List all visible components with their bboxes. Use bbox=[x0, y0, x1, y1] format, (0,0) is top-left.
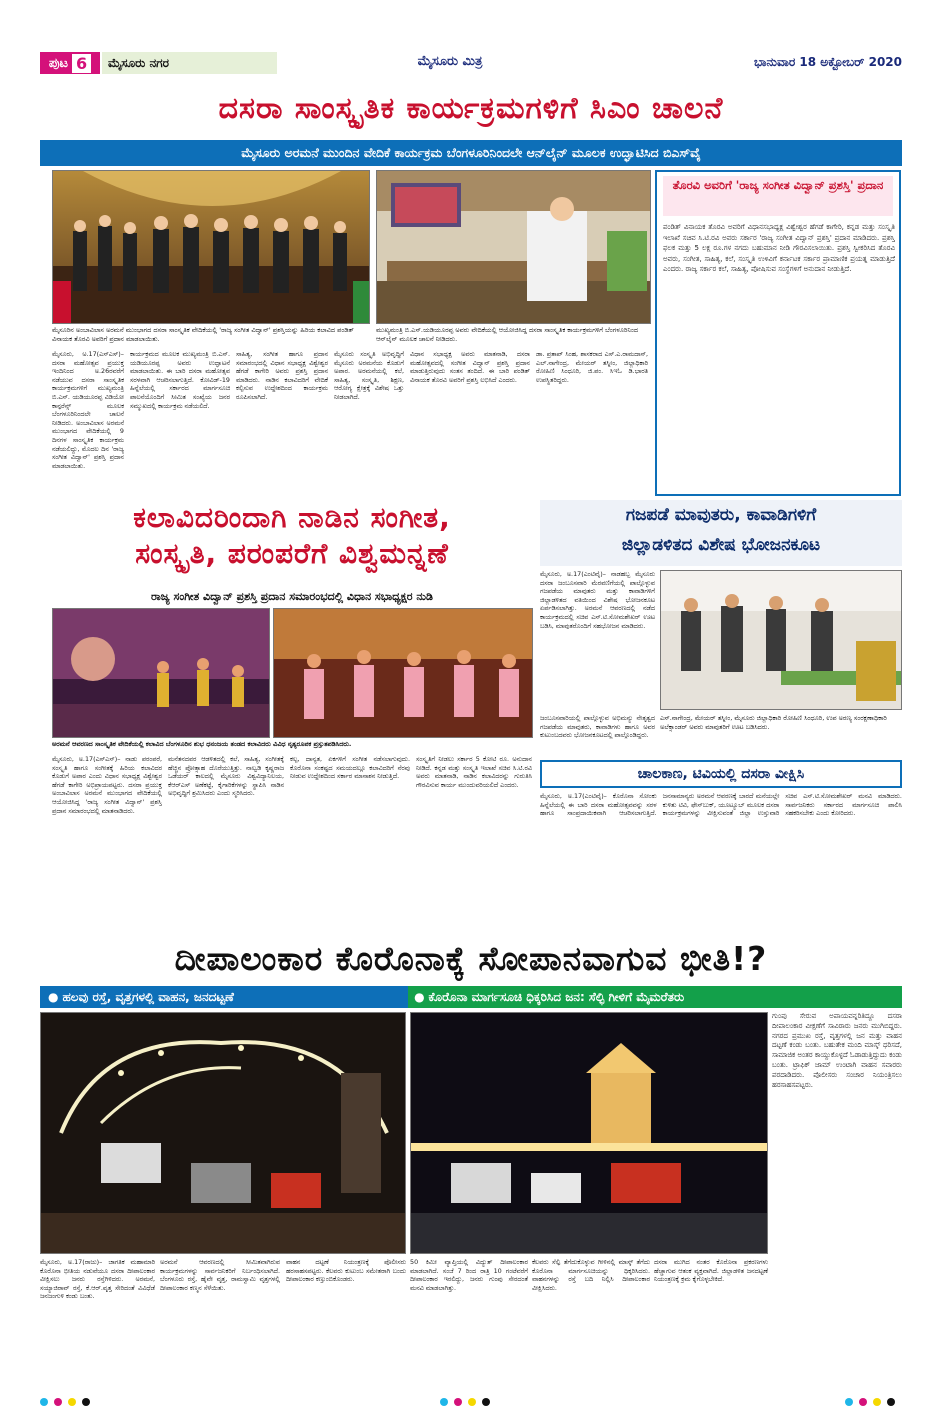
lights-side-text: ಗುಂಪು ಸೇರುವ ಅಪಾಯವನ್ನರಿತಿದ್ದೂ ದಸರಾ ದೀಪಾಲಂಕಾರ ವೀಕ್ಷಣೆಗೆ ಸಾವಿರಾರು ಜನರು ಮುಗಿಬಿದ್ದರು. ನಗರದ ಪ್ರಮುಖ ರಸ್ತೆ, ವೃತ್ತಗಳಲ್ಲಿ ಜನ ಮತ್ತು ವಾಹನ ದಟ್ಟಣೆ ಕಂಡು ಬಂತು. ಬಹುತೇಕ ಮಂದಿ ಮಾಸ್ಕ್ ಧರಿಸದೆ, ಸಾಮಾಜಿಕ ಅಂತರ ಕಾಯ್ದುಕೊಳ್ಳದೆ ಓಡಾಡುತ್ತಿದ್ದುದು ಕಂಡು ಬಂತು. ಟ್ರಾಫಿಕ್ ಜಾಮ್ ಉಂಟಾಗಿ ವಾಹನ ಸವಾರರು ಪರದಾಡಿದರು. ಪೊಲೀಸರು ಸಂಚಾರ ನಿಯಂತ್ರಿಸಲು ಹರಸಾಹಸಪಟ್ಟರು. bbox=[772, 1012, 902, 1089]
lights-col1: ಮೈಸೂರು, ಅ.17(ರಾಜು)– ಜಾಗತಿಕ ಮಹಾಮಾರಿ ಕೊರೊನಾ ಭೀತಿಯ ನಡುವೆಯೂ ದಸರಾ ದೀಪಾಲಂಕಾರ ವೀಕ್ಷಿಸಲು ಜನರು ರಸ್ತೆಗಿಳಿದರು. ಅರಮನೆ, ಸಯ್ಯಾಜಿರಾವ್ ರಸ್ತೆ, ಕೆ.ಆರ್.ವೃತ್ತ ಸೇರಿದಂತೆ ವಿವಿಧೆಡೆ ಜನಜಂಗುಳಿ ಕಂಡು ಬಂತು. bbox=[40, 1258, 155, 1301]
award-box-title: ತೊರವಿ ಅವರಿಗೆ 'ರಾಜ್ಯ ಸಂಗೀತ ವಿದ್ವಾನ್ ಪ್ರಶಸ್ತಿ' ಪ್ರದಾನ bbox=[663, 176, 893, 216]
magenta-dot-icon bbox=[454, 1398, 462, 1406]
feast-photo bbox=[660, 570, 902, 710]
story3-headline-line2: ಜಿಲ್ಲಾಡಳಿತದ ವಿಶೇಷ ಭೋಜನಕೂಟ bbox=[621, 535, 821, 555]
main-headline: ದಸರಾ ಸಾಂಸ್ಕೃತಿಕ ಕಾರ್ಯಕ್ರಮಗಳಿಗೆ ಸಿಎಂ ಚಾಲನೆ bbox=[218, 91, 724, 126]
section-name: ಮೈಸೂರು ನಗರ bbox=[102, 52, 277, 74]
lights-headline: ದೀಪಾಲಂಕಾರ ಕೊರೊನಾಕ್ಕೆ ಸೋಪಾನವಾಗುವ ಭೀತಿ!? bbox=[174, 939, 768, 978]
story1-col1: ಮೈಸೂರು, ಅ.17(ಎಸ್‌ಎಸ್)– ದಸರಾ ಮಹೋತ್ಸವ ಪ್ರಯುಕ್ತ ಇಂದಿನಿಂದ ಅ.26ರವರೆಗೆ ನಡೆಯುವ ದಸರಾ ಸಾಂಸ್ಕೃತಿಕ ಕಾರ್ಯಕ್ರಮಗಳಿಗೆ ಮುಖ್ಯಮಂತ್ರಿ ಬಿ.ಎಸ್. ಯಡಿಯೂರಪ್ಪ ವಿಡಿಯೋ ಕಾನ್ಫರೆನ್ಸ್ ಮೂಲಕ ಬೆಂಗಳೂರಿನಿಂದಲೇ ಚಾಲನೆ ನೀಡಿದರು. ಅಂಬಾವಿಲಾಸ ಅರಮನೆ ಮುಂಭಾಗದ ವೇದಿಕೆಯಲ್ಲಿ 9 ದಿನಗಳ ಸಾಂಸ್ಕೃತಿಕ ಕಾರ್ಯಕ್ರಮ ನಡೆಯಲಿದ್ದು, ಮೊದಲ ದಿನ 'ರಾಜ್ಯ ಸಂಗೀತ ವಿದ್ವಾನ್' ಪ್ರಶಸ್ತಿ ಪ್ರದಾನ ಮಾಡಲಾಯಿತು. bbox=[52, 350, 124, 470]
bullet-icon: ● bbox=[48, 990, 59, 1004]
story4-body: ಮೈಸೂರು, ಅ.17(ಎಂಟಿವೈ)– ಕೊರೊನಾ ಸೋಂಕು ಹಿನ್ನೆಲೆಯಲ್ಲಿ ಈ ಬಾರಿ ದಸರಾ ಮಹೋತ್ಸವವನ್ನು ಸರಳ ಹಾಗೂ ಸಾಂಪ್ರದಾಯಿಕವಾಗಿ ಆಚರಿಸಲಾಗುತ್ತಿದೆ. ಜನಸಾಮಾನ್ಯರು ಅರಮನೆ ಆವರಣಕ್ಕೆ ಬಾರದೆ ಮನೆಯಲ್ಲೇ ಕುಳಿತು ಟಿವಿ, ಫೇಸ್‌ಬುಕ್, ಯೂಟ್ಯೂಬ್ ಮೂಲಕ ದಸರಾ ಕಾರ್ಯಕ್ರಮಗಳನ್ನು ವೀಕ್ಷಿಸುವಂತೆ ಜಿಲ್ಲಾ ಉಸ್ತುವಾರಿ ಸಚಿವ ಎಸ್.ಟಿ.ಸೋಮಶೇಖರ್ ಮನವಿ ಮಾಡಿದರು. ಸಾರ್ವಜನಿಕರು ಸರ್ಕಾರದ ಮಾರ್ಗಸೂಚಿ ಪಾಲಿಸಿ ಸಹಕರಿಸಬೇಕು ಎಂದು ಕೋರಿದರು. bbox=[540, 792, 902, 818]
story1-col3: ಸಾಹಿತ್ಯ, ಸಂಗೀತ ಹಾಗೂ ಪ್ರದಾನ ಸಮಾರಂಭದಲ್ಲಿ ವಿಧಾನ ಸಭಾಧ್ಯಕ್ಷ ವಿಶ್ವೇಶ್ವರ ಹೆಗಡೆ ಕಾಗೇರಿ ಅವರು ಪ್ರಶಸ್ತಿ ಪ್ರದಾನ ಮಾಡಿದರು. ನಾಡಿನ ಕಲಾವಿದರಿಗೆ ವೇದಿಕೆ ಕಲ್ಪಿಸುವ ಉದ್ದೇಶದಿಂದ ಕಾರ್ಯಕ್ರಮ ರೂಪಿಸಲಾಗಿದೆ. bbox=[236, 350, 328, 401]
issue-date: ಭಾನುವಾರ 18 ಅಕ್ಟೋಬರ್ 2020 bbox=[754, 55, 902, 69]
yellow-dot-icon bbox=[68, 1398, 76, 1406]
yellow-dot-icon bbox=[873, 1398, 881, 1406]
photo2-caption: ಮುಖ್ಯಮಂತ್ರಿ ಬಿ.ಎಸ್.ಯಡಿಯೂರಪ್ಪ ಅವರು ವೇದಿಕೆಯಲ್ಲಿ ಆಯೋಜಿಸಿದ್ದ ದಸರಾ ಸಾಂಸ್ಕೃತಿಕ ಕಾರ್ಯಕ್ರಮಗಳಿಗೆ ಬೆಂಗಳೂರಿನಿಂದ ಆನ್‌ಲೈನ್ ಮೂಲಕ ಚಾಲನೆ ನೀಡಿದರು. bbox=[376, 326, 639, 343]
black-dot-icon bbox=[482, 1398, 490, 1406]
story4-headline: ಚಾಲಕಾಣ, ಟಿವಿಯಲ್ಲಿ ದಸರಾ ವೀಕ್ಷಿಸಿ bbox=[540, 760, 902, 788]
story2-subhead: ರಾಜ್ಯ ಸಂಗೀತ ವಿದ್ವಾನ್ ಪ್ರಶಸ್ತಿ ಪ್ರದಾನ ಸಮಾರಂಭದಲ್ಲಿ ವಿಧಾನ ಸಭಾಧ್ಯಕ್ಷರ ನುಡಿ bbox=[151, 590, 433, 603]
lights-col4: 50 ಕಿಮೀ ವ್ಯಾಪ್ತಿಯಲ್ಲಿ ವಿದ್ಯುತ್ ದೀಪಾಲಂಕಾರ ಮಾಡಲಾಗಿದೆ. ಸಂಜೆ 7 ರಿಂದ ರಾತ್ರಿ 10 ಗಂಟೆವರೆಗೆ ದೀಪಾಲಂಕಾರ ಇರಲಿದ್ದು, ಜನರು ಗುಂಪು ಸೇರದಂತೆ ಮನವಿ ಮಾಡಲಾಗಿತ್ತು. bbox=[410, 1258, 528, 1292]
award-box bbox=[655, 170, 901, 496]
story2-headline-line1: ಕಲಾವಿದರಿಂದಾಗಿ ನಾಡಿನ ಸಂಗೀತ, bbox=[133, 501, 451, 534]
registration-marks-right bbox=[845, 1398, 905, 1408]
page-label: ಪುಟ bbox=[48, 55, 68, 71]
story2-col3: ಕಲ್ಪ, ದಾನ್ಯತ, ಏಕಗಳಿಗೆ ಸಂಗೀತ ನಡೆಸಲಾಗುವುದು. ಕೊರೊನಾ ಸಂಕಷ್ಟದ ಸಮಯದಲ್ಲೂ ಕಲಾವಿದರಿಗೆ ನೆರವು ನೀಡುವ ಉದ್ದೇಶದಿಂದ ಸರ್ಕಾರ ಮಾಸಾಶನ ನೀಡುತ್ತಿದೆ. bbox=[290, 755, 410, 781]
award-box-body: ಪಂಡಿತ್ ವಿನಾಯಕ ತೊರವಿ ಅವರಿಗೆ ವಿಧಾನಸಭಾಧ್ಯಕ್ಷ ವಿಶ್ವೇಶ್ವರ ಹೆಗಡೆ ಕಾಗೇರಿ, ಕನ್ನಡ ಮತ್ತು ಸಂಸ್ಕೃತಿ ಇಲಾಖೆ ಸಚಿವ ಸಿ.ಟಿ.ರವಿ ಅವರು ಸರ್ಕಾರ 'ರಾಜ್ಯ ಸಂಗೀತ ವಿದ್ವಾನ್ ಪ್ರಶಸ್ತಿ' ಪ್ರದಾನ ಮಾಡಿದರು. ಪ್ರಶಸ್ತಿ ಫಲಕ ಮತ್ತು 5 ಲಕ್ಷ ರೂ.ಗಳ ನಗದು ಬಹುಮಾನ ನೀಡಿ ಗೌರವಿಸಲಾಯಿತು. ಪ್ರಶಸ್ತಿ ಸ್ವೀಕರಿಸಿದ ತೊರವಿ ಅವರು, ಸಂಗೀತ, ಸಾಹಿತ್ಯ, ಕಲೆ, ಸಂಸ್ಕೃತಿ ಉಳಿವಿಗೆ ಕರ್ನಾಟಕ ಸರ್ಕಾರ ಪ್ರಾಮಾಣಿಕ ಪ್ರಯತ್ನ ಮಾಡುತ್ತಿದೆ ಎಂದರು. ರಾಜ್ಯ ಸರ್ಕಾರ ಕಲೆ, ಸಾಹಿತ್ಯ, ಪೋಷಿಸುವ ಸಂಸ್ಥೆಗಳಿಗೆ ಅನುದಾನ ನೀಡುತ್ತಿದೆ. bbox=[663, 223, 895, 273]
masthead: ಮೈಸೂರು ಮಿತ್ರ bbox=[417, 54, 483, 69]
lights-col6: ದಸರಾ ಮುಗಿದ ನಂತರ ಕೊರೊನಾ ಪ್ರಕರಣಗಳು ಹೆಚ್ಚಾಗುವ ಆತಂಕ ವ್ಯಕ್ತವಾಗಿದೆ. ಜಿಲ್ಲಾಡಳಿತ ಜನದಟ್ಟಣೆ ನಿಯಂತ್ರಣಕ್ಕೆ ಕ್ರಮ ಕೈಗೊಳ್ಳಬೇಕಿದೆ. bbox=[654, 1258, 768, 1284]
magenta-dot-icon bbox=[54, 1398, 62, 1406]
black-dot-icon bbox=[887, 1398, 895, 1406]
story2-headline-line2: ಸಂಸ್ಕೃತಿ, ಪರಂಪರೆಗೆ ವಿಶ್ವಮನ್ನಣೆ bbox=[135, 537, 449, 570]
lights-subhead-right-text: ಕೊರೊನಾ ಮಾರ್ಗಸೂಚಿ ಧಿಕ್ಕರಿಸಿದ ಜನ: ಸೆಲ್ಫಿ ಗೀಳಿಗೆ ಮೈಮರೆತರು bbox=[428, 989, 685, 1004]
page-badge bbox=[40, 52, 100, 74]
cm-stage-photo bbox=[52, 170, 370, 324]
story1-col5: ವಿಧಾನ ಸಭಾಧ್ಯಕ್ಷ ಅವರು ಮಾತನಾಡಿ, ದಸರಾ ಮಹೋತ್ಸವದಲ್ಲಿ ಸಂಗೀತ ವಿದ್ವಾನ್ ಪ್ರಶಸ್ತಿ ಪ್ರದಾನ ಮಾಡುತ್ತಿರುವುದು ಸಂತಸ ತಂದಿದೆ. ಈ ಬಾರಿ ಪಂಡಿತ್ ವಿನಾಯಕ ತೊರವಿ ಅವರಿಗೆ ಪ್ರಶಸ್ತಿ ಲಭಿಸಿದೆ ಎಂದರು. bbox=[410, 350, 530, 384]
cyan-dot-icon bbox=[845, 1398, 853, 1406]
story2-col2: ಮನೆತನದವರ ಆಡಳಿತದಲ್ಲಿ ಕಲೆ, ಸಾಹಿತ್ಯ, ಸಂಗೀತಕ್ಕೆ ಹೆಚ್ಚಿನ ಪ್ರೋತ್ಸಾಹ ದೊರೆಯುತ್ತಿತ್ತು. ನಾಲ್ವಡಿ ಕೃಷ್ಣರಾಜ ಒಡೆಯರ್ ಕಾಲದಲ್ಲಿ ಮೈಸೂರು ವಿಶ್ವವಿದ್ಯಾನಿಲಯ, ಕೆಆರ್‌ಎಸ್ ಅಣೆಕಟ್ಟೆ, ಕೈಗಾರಿಕೆಗಳನ್ನು ಸ್ಥಾಪಿಸಿ ನಾಡಿನ ಅಭಿವೃದ್ಧಿಗೆ ಶ್ರಮಿಸಿದರು ಎಂದು ಸ್ಮರಿಸಿದರು. bbox=[168, 755, 284, 798]
photo1-caption: ಮೈಸೂರಿನ ಅಂಬಾವಿಲಾಸ ಅರಮನೆ ಮುಂಭಾಗದ ದಸರಾ ಸಾಂಸ್ಕೃತಿಕ ವೇದಿಕೆಯಲ್ಲಿ 'ರಾಜ್ಯ ಸಂಗೀತ ವಿದ್ವಾನ್' ಪ್ರಶಸ್ತಿಯನ್ನು ಹಿರಿಯ ಕಲಾವಿದ ಪಂಡಿತ್ ವಿನಾಯಕ ತೊರವಿ ಅವರಿಗೆ ಪ್ರದಾನ ಮಾಡಲಾಯಿತು. bbox=[52, 326, 354, 343]
page-header bbox=[40, 50, 902, 76]
story1-col4: ಮೈಸೂರು ಸಂಸ್ಕೃತಿ ಅಭಿವೃದ್ಧಿಗೆ ಮೈಸೂರು ಅರಮನೆಯ ಕೊಡುಗೆ ಅಪಾರ. ಅರಮನೆಯಲ್ಲಿ ಕಲೆ, ಸಾಹಿತ್ಯ, ಸಂಸ್ಕೃತಿ, ಶಿಕ್ಷಣ, ಆರೋಗ್ಯ ಕ್ಷೇತ್ರಕ್ಕೆ ವಿಶೇಷ ಒತ್ತು ನೀಡಲಾಗಿದೆ. bbox=[334, 350, 404, 401]
magenta-dot-icon bbox=[859, 1398, 867, 1406]
traffic-photo bbox=[40, 1012, 406, 1254]
palace-circle-photo bbox=[410, 1012, 768, 1254]
dance-photo-2 bbox=[273, 608, 533, 738]
lights-subhead-left-text: ಹಲವು ರಸ್ತೆ, ವೃತ್ತಗಳಲ್ಲಿ ವಾಹನ, ಜನದಟ್ಟಣೆ bbox=[62, 989, 234, 1004]
story2-headline bbox=[52, 500, 532, 590]
cm-online-photo bbox=[376, 170, 651, 324]
story2-col1: ಮೈಸೂರು, ಅ.17(ಎಸ್‌ಎಸ್)– ನಾಡು ಪರಂಪರೆ, ಸಂಸ್ಕೃತಿ ಹಾಗೂ ಸಂಗೀತಕ್ಕೆ ಹಿರಿಯ ಕಲಾವಿದರ ಕೊಡುಗೆ ಅಪಾರ ಎಂದು ವಿಧಾನ ಸಭಾಧ್ಯಕ್ಷ ವಿಶ್ವೇಶ್ವರ ಹೆಗಡೆ ಕಾಗೇರಿ ಅಭಿಪ್ರಾಯಪಟ್ಟರು. ದಸರಾ ಪ್ರಯುಕ್ತ ಅಂಬಾವಿಲಾಸ ಅರಮನೆ ಮುಂಭಾಗದ ವೇದಿಕೆಯಲ್ಲಿ ಆಯೋಜಿಸಿದ್ದ 'ರಾಜ್ಯ ಸಂಗೀತ ವಿದ್ವಾನ್' ಪ್ರಶಸ್ತಿ ಪ್ರದಾನ ಸಮಾರಂಭದಲ್ಲಿ ಮಾತನಾಡಿದರು. bbox=[52, 755, 162, 815]
story1-col2: ಕಾರ್ಯಕ್ರಮದ ಮೂಲಕ ಮುಖ್ಯಮಂತ್ರಿ ಬಿ.ಎಸ್. ಯಡಿಯೂರಪ್ಪ ಅವರು ಉದ್ಘಾಟನೆ ಮಾಡಲಾಯಿತು. ಈ ಬಾರಿ ದಸರಾ ಮಹೋತ್ಸವ ಸರಳವಾಗಿ ಆಚರಿಸಲಾಗುತ್ತಿದೆ. ಕೋವಿಡ್-19 ಹಿನ್ನೆಲೆಯಲ್ಲಿ ಸರ್ಕಾರದ ಮಾರ್ಗಸೂಚಿ ಪಾಲನೆಯೊಂದಿಗೆ ಸೀಮಿತ ಸಂಖ್ಯೆಯ ಜನರ ಸಮ್ಮುಖದಲ್ಲಿ ಕಾರ್ಯಕ್ರಮ ನಡೆಯಲಿದೆ. bbox=[130, 350, 230, 410]
story3-caption: ಎಸ್.ನಾಗೇಂದ್ರ, ಮೇಯರ್ ತಸ್ನೀಂ, ಮೈಸೂರು ಜಿಲ್ಲಾಧಿಕಾರಿ ರೋಹಿಣಿ ಸಿಂಧೂರಿ, ಉಪ ಅರಣ್ಯ ಸಂರಕ್ಷಣಾಧಿಕಾರಿ ಅಲೆಕ್ಸಾಂಡರ್ ಅವರು ಮಾವುತರಿಗೆ ಊಟ ಬಡಿಸಿದರು. bbox=[660, 714, 887, 731]
bullet-icon: ● bbox=[414, 990, 425, 1004]
story2-col4: ಸಂಸ್ಕೃತಿಗೆ ನೀಡಲು ಸರ್ಕಾರ 5 ಕೋಟಿ ರೂ. ಅನುದಾನ ನೀಡಿದೆ. ಕನ್ನಡ ಮತ್ತು ಸಂಸ್ಕೃತಿ ಇಲಾಖೆ ಸಚಿವ ಸಿ.ಟಿ.ರವಿ ಅವರು ಮಾತನಾಡಿ, ನಾಡಿನ ಕಲಾವಿದರನ್ನು ಗುರುತಿಸಿ ಗೌರವಿಸುವ ಕಾರ್ಯ ಮುಂದುವರಿಯಲಿದೆ ಎಂದರು. bbox=[416, 755, 532, 789]
dance-photo-1 bbox=[52, 608, 270, 738]
cyan-dot-icon bbox=[40, 1398, 48, 1406]
story1-col6: ಡಾ. ಪ್ರತಾಪ್ ಸಿಂಹ, ಶಾಸಕರಾದ ಎಸ್.ಎ.ರಾಮದಾಸ್, ಎಲ್.ನಾಗೇಂದ್ರ, ಮೇಯರ್ ತಸ್ನೀಂ, ಜಿಲ್ಲಾಧಿಕಾರಿ ರೋಹಿಣಿ ಸಿಂಧೂರಿ, ಜಿ.ಪಂ. ಸಿಇಓ ಡಿ.ಭಾರತಿ ಉಪಸ್ಥಿತರಿದ್ದರು. bbox=[536, 350, 648, 384]
lights-subheads bbox=[40, 986, 902, 1008]
black-dot-icon bbox=[82, 1398, 90, 1406]
lights-subhead-left bbox=[40, 986, 408, 1008]
lights-subhead-right bbox=[408, 986, 902, 1008]
main-subhead: ಮೈಸೂರು ಅರಮನೆ ಮುಂದಿನ ವೇದಿಕೆ ಕಾರ್ಯಕ್ರಮ ಬೆಂಗಳೂರಿನಿಂದಲೇ ಆನ್‌ಲೈನ್ ಮೂಲಕ ಉದ್ಘಾಟಿಸಿದ ಬಿಎಸ್‌ವೈ bbox=[40, 140, 902, 166]
yellow-dot-icon bbox=[468, 1398, 476, 1406]
story3-headline-line1: ಗಜಪಡೆ ಮಾವುತರು, ಕಾವಾಡಿಗಳಿಗೆ bbox=[625, 505, 817, 525]
cyan-dot-icon bbox=[440, 1398, 448, 1406]
page-number: 6 bbox=[72, 54, 91, 73]
lights-col2: ಅರಮನೆ ಆವರಣದಲ್ಲಿ ಸೀಮಿತವಾಗಿರುವ ಕಾರ್ಯಕ್ರಮಗಳನ್ನು ಸಾರ್ವಜನಿಕರಿಗೆ ನಿರ್ಬಂಧಿಸಲಾಗಿದೆ. ಬೆಂಗಳೂರು ರಸ್ತೆ, ಹೈವೇ ವೃತ್ತ, ರಾಮಸ್ವಾಮಿ ವೃತ್ತಗಳಲ್ಲಿ ದೀಪಾಲಂಕಾರ ಕಣ್ಮನ ಸೆಳೆಯಿತು. bbox=[160, 1258, 280, 1292]
lights-col3: ವಾಹನ ದಟ್ಟಣೆ ನಿಯಂತ್ರಣಕ್ಕೆ ಪೊಲೀಸರು ಹರಸಾಹಸಪಟ್ಟರು. ಕೆಲವರು ಕುಟುಂಬ ಸಮೇತರಾಗಿ ಬಂದು ದೀಪಾಲಂಕಾರ ಕಣ್ತುಂಬಿಕೊಂಡರು. bbox=[286, 1258, 406, 1284]
story3-col2: ಜಂಬೂಸವಾರಿಯಲ್ಲಿ ಪಾಲ್ಗೊಳ್ಳುವ ಅಭಿಮನ್ಯು ನೇತೃತ್ವದ ಗಜಪಡೆಯ ಮಾವುತರು, ಕಾವಾಡಿಗಳು ಹಾಗೂ ಅವರ ಕುಟುಂಬದವರು ಭೋಜನಕೂಟದಲ್ಲಿ ಪಾಲ್ಗೊಂಡಿದ್ದರು. bbox=[540, 714, 655, 740]
registration-marks-center bbox=[440, 1398, 520, 1408]
story3-headline bbox=[540, 500, 902, 566]
lights-col5: ಕೆಲವರು ಸೆಲ್ಫಿ ತೆಗೆದುಕೊಳ್ಳುವ ಗೀಳಿನಲ್ಲಿ ಮಾಸ್ಕ್ ತೆಗೆದು ಕೊರೊನಾ ಮಾರ್ಗಸೂಚಿಯನ್ನು ಧಿಕ್ಕರಿಸಿದರು. ವಾಹನಗಳನ್ನು ರಸ್ತೆ ಬದಿ ನಿಲ್ಲಿಸಿ ದೀಪಾಲಂಕಾರ ವೀಕ್ಷಿಸಿದರು. bbox=[532, 1258, 650, 1292]
story3-col1: ಮೈಸೂರು, ಅ.17(ಎಂಟಿವೈ)– ನಾಡಹಬ್ಬ ಮೈಸೂರು ದಸರಾ ಜಂಬೂಸವಾರಿ ಮೆರವಣಿಗೆಯಲ್ಲಿ ಪಾಲ್ಗೊಳ್ಳುವ ಗಜಪಡೆಯ ಮಾವುತರು ಮತ್ತು ಕಾವಾಡಿಗಳಿಗೆ ಜಿಲ್ಲಾಡಳಿತದ ವತಿಯಿಂದ ವಿಶೇಷ ಭೋಜನಕೂಟ ಏರ್ಪಡಿಸಲಾಗಿತ್ತು. ಅರಮನೆ ಆವರಣದಲ್ಲಿ ನಡೆದ ಕಾರ್ಯಕ್ರಮದಲ್ಲಿ ಸಚಿವ ಎಸ್.ಟಿ.ಸೋಮಶೇಖರ್ ಊಟ ಬಡಿಸಿ, ಮಾವುತರೊಂದಿಗೆ ಸಹಭೋಜನ ಮಾಡಿದರು. bbox=[540, 570, 655, 630]
story2-caption: ಅರಮನೆ ಆವರಣದ ಸಾಂಸ್ಕೃತಿಕ ವೇದಿಕೆಯಲ್ಲಿ ಕಲಾವಿದ ಬೆಂಗಳೂರಿನ ಶುಭ ಧನಂಜಯ ತಂಡದ ಕಲಾವಿದರು ವಿವಿಧ ನೃತ್ಯರೂಪಕ ಪ್ರಸ್ತುತಪಡಿಸಿದರು. bbox=[52, 740, 352, 748]
registration-marks-left bbox=[40, 1398, 120, 1408]
